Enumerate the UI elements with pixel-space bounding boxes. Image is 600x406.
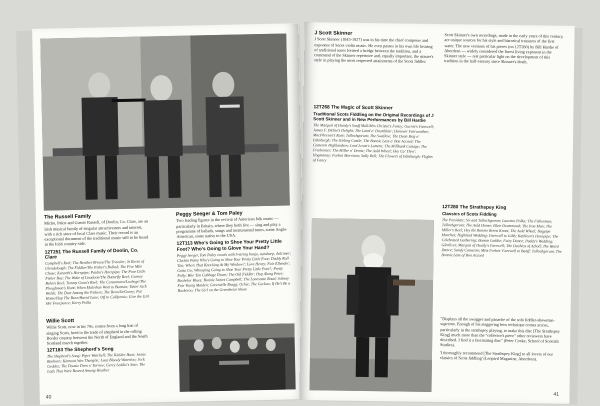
scott-tracks: The Shepherd's Song; Piper Watchell; The Kielder Hunt; Jamie Raeburn; Kinmont Wee Thanglie; Lean Bloody Waterloo; Jock Geddes; The Douzie Dens o' Yarrow; Gerry Leddie's Stae; The Lads That Were Reared Among Heather bbox=[46, 352, 146, 374]
seeger-heading: Peggy Seeger & Tom Paley bbox=[175, 210, 243, 218]
seeger-catalog: 12T113 Who's Going to Shoe Your Pretty Little Foot? Who's Going to Glove Your Hand? bbox=[176, 240, 282, 254]
review-quote-cooke: "Displays all the swagger and panache of the solo fiddler-showman-supremo. Enough of his staggering bow technique comes across, particularly in the strathspey playing, to make this disc [The Strathspey King] much more than the "collector's piece" other reviewers have described. I find it a fascinating disc" (Peter Cooke, School of Scottish Studies). bbox=[440, 316, 560, 348]
scott-section bbox=[46, 316, 151, 376]
seeger-paley-photo-graphic bbox=[178, 323, 295, 391]
strathspey-catalog: 12T280 The Strathspey King bbox=[442, 205, 507, 211]
skinner-heading: J Scott Skinner bbox=[314, 30, 353, 37]
russell-catalog: 12T251 The Russell Family of Doolin, Co. Clare bbox=[44, 248, 139, 262]
russell-family-photo bbox=[40, 34, 290, 211]
seeger-section bbox=[176, 209, 294, 295]
right-page bbox=[299, 22, 574, 404]
strathspey-section bbox=[441, 202, 564, 262]
magic-tracks: The Marquis of Huntly's Snuff Mull/Mrs Christie's Fancy; Gurnie's Farewell; James F. Dickie's Delight; The Laird o' Drumblair; Hanover Fairweather; MacPherson's Rant; Tullochgorum; The Swallow; The Dean Brig o' Edinburgh; The Stirling Castle; The Bonnie Lass o' Bon Accord; The Cameron Highlanders; Lord Lovat's Lament; The Millbank Cottage; The Freebooter; The Miller o' Drone; The Auld Wheel; Hey Ca' Thro'; Hogmanay; Forbes Morrison; Sally Bell; The Flowers of Edinburgh; Flights of Fancy bbox=[312, 123, 434, 163]
seeger-tracks: Peggy Seeger, Tom Paley vocals with 5-string banjo, autoharp, dulcimer; Cluckin Paley Who's Going to Shoe Your Pretty Little Foot; Daddy Roll 'Em; Who's That Knocking At My Window?; Love Henry; Fair Ellender; Gotta Go; Whooping Going to Shoe Your Pretty Little Foot?; Pretty Polly; Bile 'Em Cabbage Down; The Old Fiddler; Hop Along Peter; Bachelor Blues; Bonnie James Campbell; The Lonesome Road; Johnny Fair Young Maiden; Greenville Bragg; Ochie; The Cuckoo; If He's Be a Buckeroo; The Girl on the Greenbriar Shore bbox=[176, 251, 292, 293]
skinner-portrait-graphic bbox=[310, 218, 434, 392]
seeger-body: Two leading figures in the revival of American folk music — particularly in Britain, where they both live — sing and play a programme of ballads, songs and instrumental tunes, some Anglo-American, some native to the USA. bbox=[176, 215, 288, 239]
review-quotes bbox=[440, 316, 563, 364]
scott-body: Willie Scott, now in his 70s, comes from a long line of singing Scots, bred to the trade of shepherd in the rolling Border country between the North of England and the South Scotland march together. bbox=[46, 322, 148, 346]
scott-heading: Willie Scott bbox=[46, 318, 75, 325]
review-quote-leopard: 'I thoroughly recommend [The Strathspey King] to all lovers of our classics of Scots fiddling' (Leopard Magazine, Aberdeen). bbox=[439, 349, 553, 362]
russell-heading: The Russell Family bbox=[43, 213, 92, 221]
skinner-section bbox=[314, 30, 564, 67]
magic-subtitle: Traditional Scots Fiddling on the Original Recordings of J Scott Skinner and in New Performances by Bill Hardie bbox=[313, 111, 434, 123]
left-page bbox=[32, 23, 306, 404]
left-page-number: 40 bbox=[45, 394, 52, 401]
strathspey-tracks: The President; Sir and Tullochgorum; Laurette Polka; The Fisherman; Tullochgorum; The Auld Hoose; Blair Drummond; The Iron Man; The Miller's Reel; Hey the Bonnie Breist Knots; The Auld Wheel; Bagpipe Marches; Highland Wedding; Farewell to Gibb; Kathleen's Hornpipe; The Celebrated Gathering; Bonnie Laddie; Fairy Dance; Paddy's Wedding; Glenlivet; Marquis of Huntly's Farewell; The Duchess of Atholl; The Weird Dance; Sandy Cameron; Miss Forbes' Farewell to Banff; Tullochgorum; The Bonnie Lass of Bon Accord bbox=[441, 218, 562, 258]
right-page-number: 41 bbox=[553, 391, 560, 398]
russell-body: Micho, Pakie and Gussie Russell, of Doolin, Co. Clare, are an Irish musical family of singular attractiveness and interest, with a rich store of local Clare music. Their record is an exceptional document of the traditional music still to be heard in the Irish country-side. bbox=[44, 218, 149, 248]
strathspey-subtitle: Classics of Scots Fiddling bbox=[441, 210, 497, 217]
skinner-portrait-photo bbox=[310, 218, 434, 392]
russell-tracks: Campbell's Reel; The Heather Breeze/The Traveler; St Kevin of Glendalough; The Fiddler/The Fisher's Ballad; The Five Mile Chase; Kenneth's Hornpipe; Paidin's Hornpipe; The Poor Little Fisher Boy; The Wake of Lisadoon/The Butterfly Reel; Gurney Bohn's Reel; Tommy Gunn's Reel; The Connemara/Lochoge/The Ploughman's Hunt; When Mulvihan Went to Bunnan; Tatter Jack Walsh; The Dart Among the Fishers; The Reveilie/Gorey; Put Home/Hop The Barn/Hared Lane; Off to California; Give the Girl Her Fourpence; Kerry Polka bbox=[44, 259, 150, 306]
seeger-paley-photo bbox=[178, 323, 295, 391]
magic-catalog: 12T268 The Magic of Scott Skinner bbox=[313, 105, 393, 112]
magic-section bbox=[313, 102, 436, 167]
russell-section bbox=[44, 212, 150, 308]
scott-catalog: 12T183 The Shepherd's Song bbox=[46, 347, 114, 354]
skinner-body: J Scott Skinner (1843-1927) was in his time the chief composer and exponent of Scots violin music. He even passes in his own life hearing of traditional tunes formed a bridge between the tradition, and a command of the Skinner repertoire and, equally important, the master's style in playing the most respected attainments of the Scots fiddler. Scott Skinner's own recordings, made in the early years of this century, are unique sources for his style and historical treasures of the first water. The new versions of his pieces (on 12T280) by Bill Hardie of Aberdeen — widely considered the finest living exponent in the Skinner style — rest particular light on the development of this tradition in the half-century since Skinner's death. bbox=[314, 32, 564, 65]
russell-family-photo-graphic bbox=[40, 34, 290, 211]
